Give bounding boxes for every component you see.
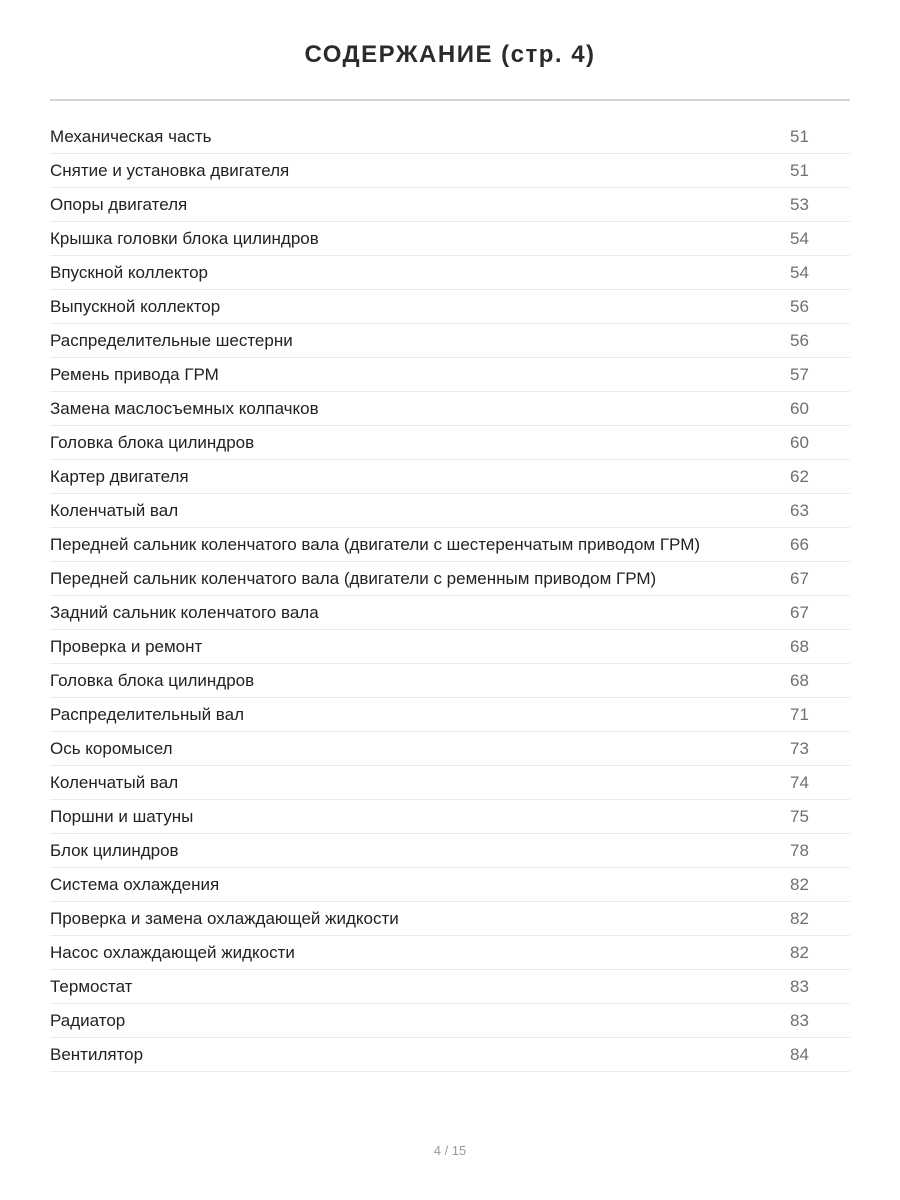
toc-entry-page: 53	[790, 194, 809, 214]
toc-entry-title[interactable]: Головка блока цилиндров	[50, 670, 255, 690]
toc-row[interactable]	[50, 120, 850, 154]
toc-entry-page: 54	[790, 262, 809, 282]
toc-entry-page: 73	[790, 738, 809, 758]
toc-row[interactable]	[50, 1004, 850, 1038]
toc-entry-title[interactable]: Впускной коллектор	[50, 262, 208, 282]
toc-entry-title[interactable]: Задний сальник коленчатого вала	[50, 602, 319, 622]
toc-entry-title[interactable]: Ось коромысел	[50, 738, 173, 758]
toc-row[interactable]	[50, 766, 850, 800]
toc-entry-page: 75	[790, 806, 809, 826]
toc-entry-page: 62	[790, 466, 809, 486]
toc-row[interactable]	[50, 426, 850, 460]
toc-entry-title[interactable]: Крышка головки блока цилиндров	[50, 228, 319, 248]
toc-entry-page: 82	[790, 908, 809, 928]
toc-entry-page: 68	[790, 670, 809, 690]
toc-entry-page: 83	[790, 976, 809, 996]
page-title: СОДЕРЖАНИЕ (стр. 4)	[304, 41, 596, 68]
toc-entry-title[interactable]: Проверка и ремонт	[50, 636, 203, 656]
toc-row[interactable]	[50, 970, 850, 1004]
toc-entry-title[interactable]: Механическая часть	[50, 126, 212, 146]
toc-row[interactable]	[50, 698, 850, 732]
toc-entry-page: 71	[790, 704, 809, 724]
toc-entry-title[interactable]: Поршни и шатуны	[50, 806, 194, 826]
toc-row[interactable]	[50, 256, 850, 290]
toc-entry-title[interactable]: Картер двигателя	[50, 466, 189, 486]
toc-entry-title[interactable]: Ремень привода ГРМ	[50, 364, 219, 384]
toc-row[interactable]	[50, 358, 850, 392]
toc-row[interactable]	[50, 902, 850, 936]
toc-row[interactable]	[50, 460, 850, 494]
toc-row[interactable]	[50, 392, 850, 426]
toc-row[interactable]	[50, 732, 850, 766]
toc-entry-page: 82	[790, 874, 809, 894]
toc-entry-title[interactable]: Выпускной коллектор	[50, 296, 221, 316]
toc-row[interactable]	[50, 664, 850, 698]
toc-entry-title[interactable]: Снятие и установка двигателя	[50, 160, 290, 180]
toc-entry-page: 51	[790, 126, 809, 146]
toc-entry-page: 66	[790, 534, 809, 554]
toc-row[interactable]	[50, 494, 850, 528]
toc-entry-page: 57	[790, 364, 809, 384]
toc-entry-title[interactable]: Коленчатый вал	[50, 500, 179, 520]
toc-entry-page: 84	[790, 1044, 809, 1064]
toc-entry-title[interactable]: Коленчатый вал	[50, 772, 179, 792]
toc-row[interactable]	[50, 1038, 850, 1072]
toc-entry-title[interactable]: Распределительный вал	[50, 704, 244, 724]
toc-row[interactable]	[50, 154, 850, 188]
title-divider	[50, 99, 850, 101]
toc-entry-page: 68	[790, 636, 809, 656]
toc-entry-title[interactable]: Блок цилиндров	[50, 840, 179, 860]
toc-row[interactable]	[50, 936, 850, 970]
toc-entry-page: 56	[790, 330, 809, 350]
toc-row[interactable]	[50, 630, 850, 664]
toc-row[interactable]	[50, 290, 850, 324]
toc-entry-title[interactable]: Вентилятор	[50, 1044, 144, 1064]
toc-entry-title[interactable]: Проверка и замена охлаждающей жидкости	[50, 908, 399, 928]
toc-entry-page: 67	[790, 602, 809, 622]
toc-entry-page: 63	[790, 500, 809, 520]
toc-entry-title[interactable]: Передней сальник коленчатого вала (двигатели с шестеренчатым приводом ГРМ)	[50, 534, 701, 554]
toc-entry-title[interactable]: Опоры двигателя	[50, 194, 188, 214]
toc-entry-page: 83	[790, 1010, 809, 1030]
toc-row[interactable]	[50, 188, 850, 222]
toc-row[interactable]	[50, 800, 850, 834]
toc-row[interactable]	[50, 596, 850, 630]
table-of-contents	[50, 120, 850, 1072]
toc-entry-page: 74	[790, 772, 809, 792]
toc-entry-title[interactable]: Система охлаждения	[50, 874, 220, 894]
toc-entry-title[interactable]: Замена маслосъемных колпачков	[50, 398, 319, 418]
toc-entry-title[interactable]: Термостат	[50, 976, 133, 996]
toc-entry-title[interactable]: Насос охлаждающей жидкости	[50, 942, 295, 962]
toc-entry-title[interactable]: Передней сальник коленчатого вала (двигатели с ременным приводом ГРМ)	[50, 568, 657, 588]
toc-entry-page: 60	[790, 432, 809, 452]
toc-row[interactable]	[50, 868, 850, 902]
toc-row[interactable]	[50, 528, 850, 562]
toc-entry-page: 54	[790, 228, 809, 248]
toc-entry-page: 56	[790, 296, 809, 316]
toc-entry-title[interactable]: Распределительные шестерни	[50, 330, 293, 350]
toc-row[interactable]	[50, 562, 850, 596]
toc-row[interactable]	[50, 324, 850, 358]
toc-entry-page: 82	[790, 942, 809, 962]
toc-entry-title[interactable]: Радиатор	[50, 1010, 126, 1030]
toc-row[interactable]	[50, 834, 850, 868]
toc-entry-title[interactable]: Головка блока цилиндров	[50, 432, 255, 452]
toc-row[interactable]	[50, 222, 850, 256]
toc-entry-page: 51	[790, 160, 809, 180]
toc-entry-page: 67	[790, 568, 809, 588]
toc-entry-page: 78	[790, 840, 809, 860]
page-counter: 4 / 15	[433, 1143, 467, 1158]
toc-entry-page: 60	[790, 398, 809, 418]
